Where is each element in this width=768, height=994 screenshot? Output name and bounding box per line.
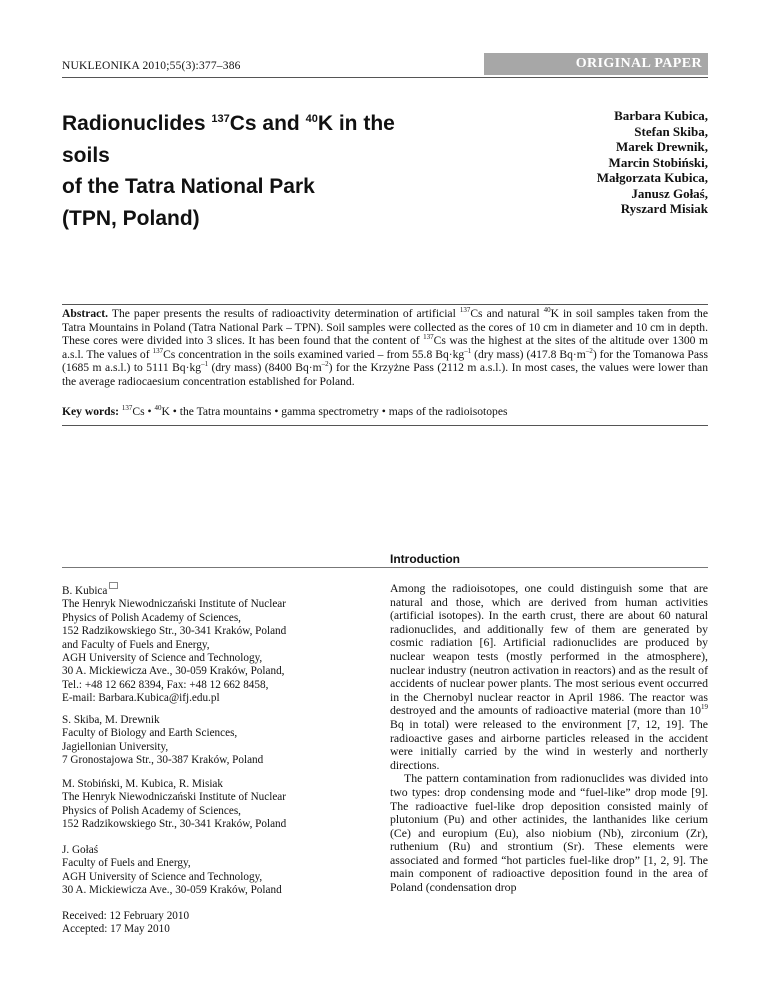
introduction-text (390, 582, 708, 895)
manuscript-dates: Received: 12 February 2010 Accepted: 17 May 2010 (62, 910, 190, 936)
author-list (470, 108, 708, 217)
affiliation: M. Stobiński, M. Kubica, R. Misiak The Henryk Niewodniczański Institute of Nuclear Physics of Polish Academy of Sciences, 152 Radzikowskiego Str., 30-341 Kraków, Poland (62, 778, 287, 831)
abstract: Abstract. The paper presents the results of radioactivity determination of artificial $^{137}$Cs and natural $^{40}$K in soil samples taken from the Tatra Mountains in Poland (Tatra National Park – TPN). Soil samples were collected as the cores of 10 cm in diameter and 10 cm in depth. These cores were divided into 3 slices. It has been found that the content of $^{137}$Cs was the highest at the sites of the altitude over 1300 m a.s.l. The values of $^{137}$Cs concentration in the soils examined varied – from 55.8 $Bq\cdot kg^{-1}$ (dry mass) (417.8 $Bq\cdot m^{-2}$) for the Tomanowa Pass (1685 m a.s.l.) to 5111 $Bq\cdot kg^{-1}$ (dry mass) (8400 $Bq\cdot m^{-2}$) for the Krzyżne Pass (2112 m a.s.l.). In most cases, the values were lower than the average radiocaesium concentration established for Poland. (62, 306, 708, 388)
affiliation-corresponding: B. Kubica The Henryk Niewodniczański Institute of Nuclear Physics of Polish Academy of Sciences, 152 Radzikowskiego Str., 30-341 Kraków, Poland and Faculty of Fuels and Energy, AGH University of Science and Technology, 30 A. Mickiewicza Ave., 30-059 Kraków, Poland, Tel.: +48 12 662 8394, Fax: +48 12 662 8458, E-mail: Barbara.Kubica@ifj.edu.pl (62, 582, 362, 706)
author: Janusz Gołaś, (631, 185, 708, 201)
paper-title: Radionuclides $^{137}$Cs and $^{40}$K in the soils of the Tatra National Park (TPN, Poland) (62, 112, 395, 230)
author: Stefan Skiba, (634, 123, 708, 139)
author: Barbara Kubica, (614, 108, 708, 123)
journal-citation: NUKLEONIKA 2010;55(3):377–386 (62, 60, 241, 72)
author: Marcin Stobiński, (608, 154, 708, 170)
keywords: Key words: $^{137}$Cs • $^{40}$K • the Tatra mountains • gamma spectrometry • maps of the radioisotopes (62, 404, 508, 418)
section-heading-introduction: Introduction (390, 552, 460, 566)
affiliation: S. Skiba, M. Drewnik Faculty of Biology and Earth Sciences, Jagiellonian University, 7 Gronostajowa Str., 30-387 Kraków, Poland (62, 714, 264, 767)
author: Marek Drewnik, (616, 139, 708, 154)
paragraph: Among the radioisotopes, one could distinguish some that are natural and those, which are derived from human activities (artificial isotopes). In the earth crust, there are about 60 natural radionuclides, and additionally few of them are generated by cosmic radiation [6]. Artificial radionuclides are produced by nuclear weapon tests (mostly performed in the atmosphere), nuclear industry (neutron activation in reactors) and as the result of accidents of nuclear power plants. The most serious event occurred in the Chernobyl nuclear reactor in April 1986. The reactor was destroyed and the amounts of radioactive material (more than $10^{19}$ Bq in total) were released to the environment [7, 12, 19]. The radioactive gases and airborne particles released in the accident were initially carried by the wind in westerly and northerly directions. (390, 581, 708, 772)
paragraph: The pattern contamination from radionuclides was divided into two types: drop condensing mode and “fuel-like” drop mode [9]. The radioactive fuel-like drop deposition consisted mainly of plutonium (Pu) and other actinides, the lanthanides like cerium (Ce) and europium (Eu), also niobium (Nb), zirconium (Zr), ruthenium (Ru) and strontium (Sr). These elements were associated and formed “hot particles fuel-like drop” [1, 2, 9]. The main component of radioactive deposition found in the area of Poland (condensation drop (390, 771, 708, 895)
affiliation: J. Gołaś Faculty of Fuels and Energy, AGH University of Science and Technology, 30 A. Mickiewicza Ave., 30-059 Kraków, Poland (62, 844, 282, 897)
author: Ryszard Misiak (620, 201, 708, 216)
article-type-badge: ORIGINAL PAPER (484, 53, 708, 75)
header-rule (62, 77, 708, 78)
abstract-rule (62, 304, 708, 305)
section-rule (62, 567, 708, 568)
keywords-rule (62, 425, 708, 426)
author: Małgorzata Kubica, (596, 170, 708, 185)
envelope-icon (109, 582, 118, 589)
